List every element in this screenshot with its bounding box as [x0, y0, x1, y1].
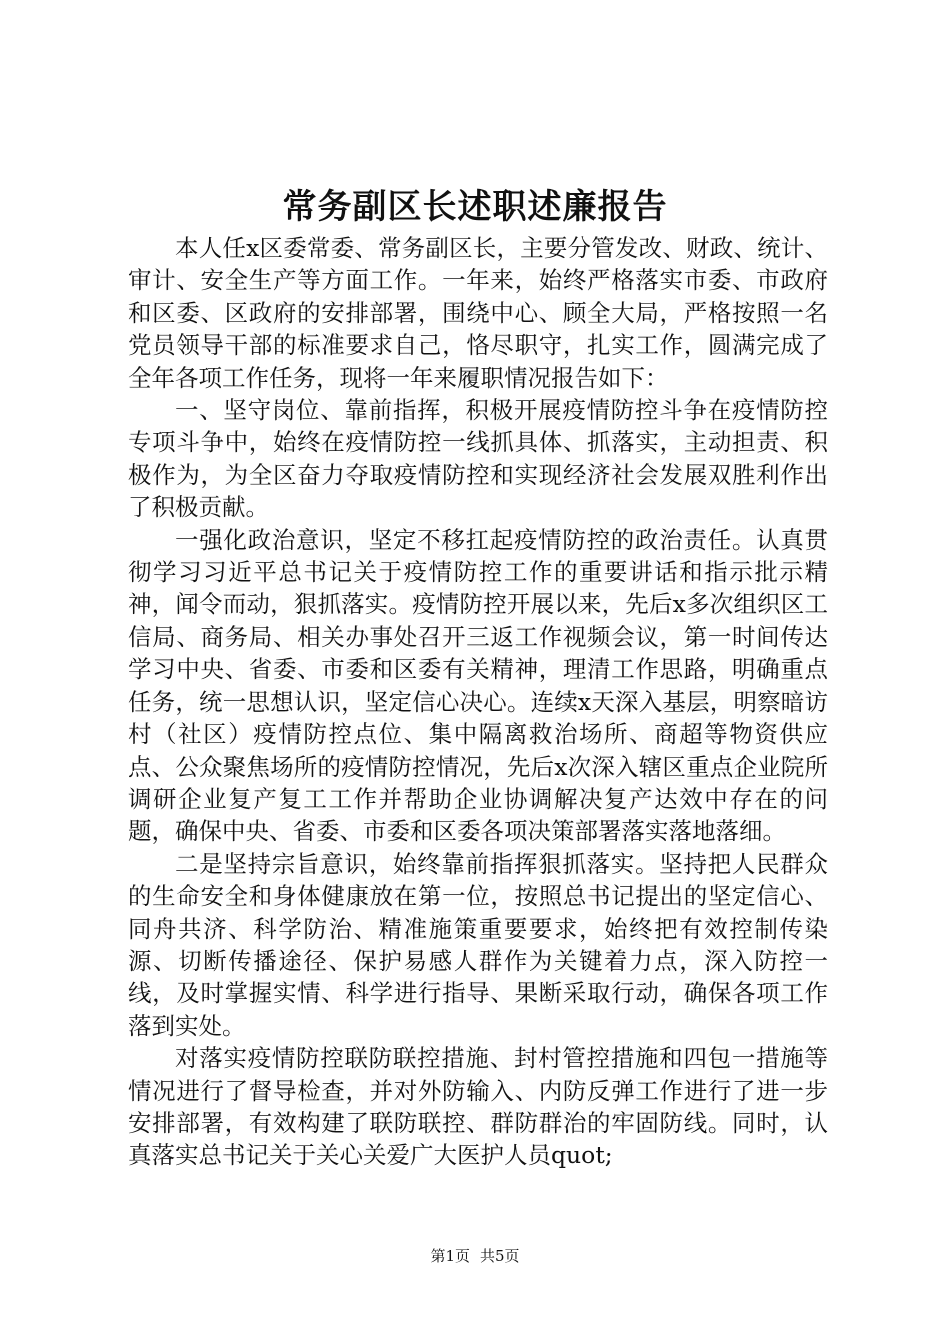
document-body [128, 232, 828, 1172]
page-number-current: 第1页 [430, 1247, 470, 1265]
document-title: 常务副区长述职述廉报告 [282, 187, 668, 227]
paragraph-intro: 本人任x区委常委、常务副区长，主要分管发改、财政、统计、审计、安全生产等方面工作。一年来，始终严格落实市委、市政府和区委、区政府的安排部署，围绕中心、顾全大局，严格按照一名党员领导干部的标准要求自己，恪尽职守，扎实工作，圆满完成了全年各项工作任务，现将一年来履职情况报告如下： [128, 234, 828, 392]
paragraph-purpose-awareness: 二是坚持宗旨意识，始终靠前指挥狠抓落实。坚持把人民群众的生命安全和身体健康放在第一位，按照总书记提出的坚定信心、同舟共济、科学防治、精准施策重要要求，始终把有效控制传染源、切断传播途径、保护易感人群作为关键着力点，深入防控一线，及时掌握实情、科学进行指导、果断采取行动，确保各项工作落到实处。 [128, 849, 828, 1040]
paragraph-political-awareness: 一强化政治意识，坚定不移扛起疫情防控的政治责任。认真贯彻学习习近平总书记关于疫情防控工作的重要讲话和指示批示精神，闻令而动，狠抓落实。疫情防控开展以来，先后x多次组织区工信局、商务局、相关办事处召开三返工作视频会议，第一时间传达学习中央、省委、市委和区委有关精神，理清工作思路，明确重点任务，统一思想认识，坚定信心决心。连续x天深入基层，明察暗访村（社区）疫情防控点位、集中隔离救治场所、商超等物资供应点、公众聚焦场所的疫情防控情况，先后x次深入辖区重点企业院所调研企业复产复工工作并帮助企业协调解决复产达效中存在的问题，确保中央、省委、市委和区委各项决策部署落实落地落细。 [128, 525, 828, 846]
page-footer [0, 1246, 950, 1266]
page-number-total: 共5页 [480, 1247, 520, 1265]
paragraph-section-1: 一、坚守岗位、靠前指挥，积极开展疫情防控斗争在疫情防控专项斗争中，始终在疫情防控一线抓具体、抓落实，主动担责、积极作为，为全区奋力夺取疫情防控和实现经济社会发展双胜利作出了积极贡献。 [128, 396, 828, 522]
paragraph-inspection: 对落实疫情防控联防联控措施、封村管控措施和四包一措施等情况进行了督导检查，并对外防输入、内防反弹工作进行了进一步安排部署，有效构建了联防联控、群防群治的牢固防线。同时，认真落实总书记关于关心关爱广大医护人员quot; [128, 1044, 828, 1170]
